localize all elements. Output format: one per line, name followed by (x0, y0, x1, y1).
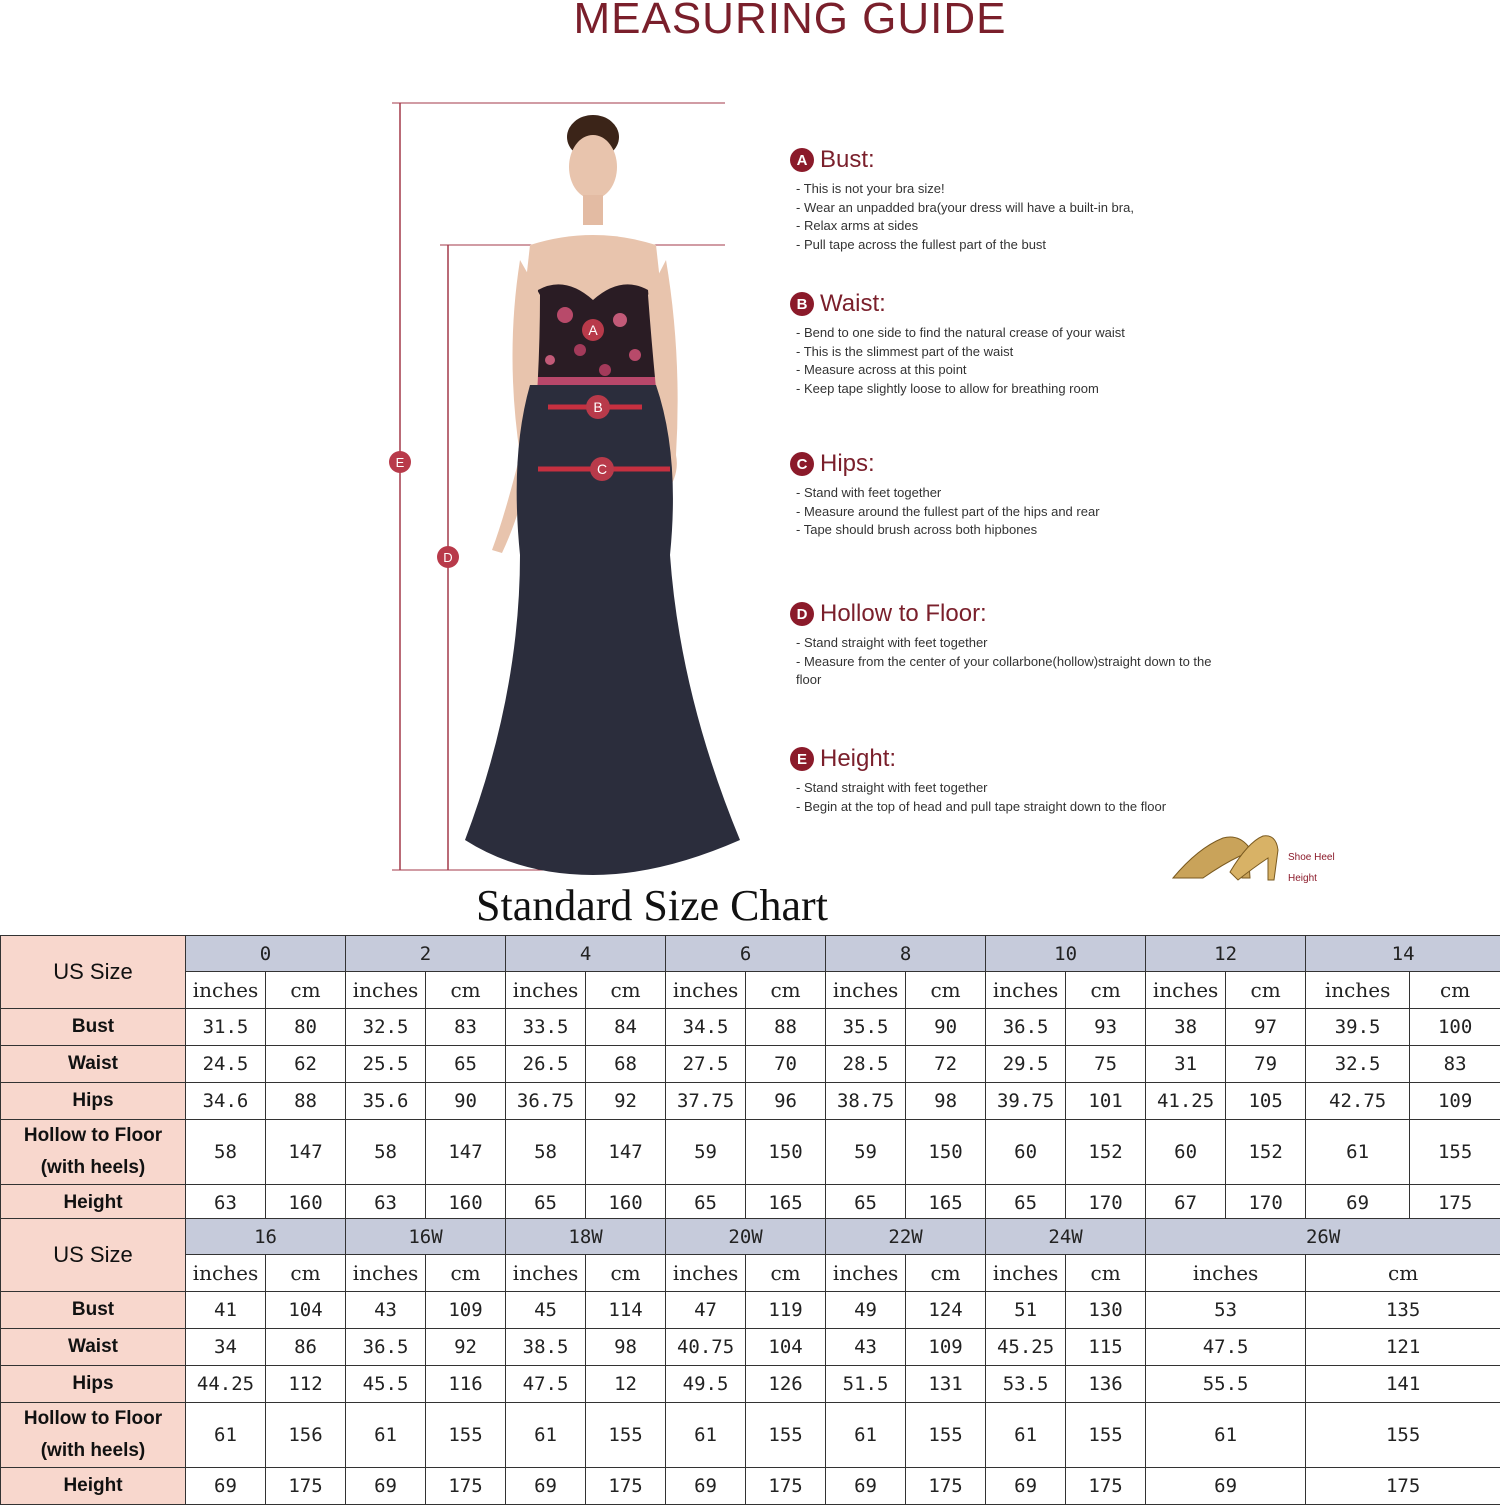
unit-inches: inches (186, 972, 266, 1009)
unit-cm: cm (1306, 1255, 1500, 1292)
height-in-cell: 63 (346, 1185, 426, 1222)
hips-cm-cell: 101 (1066, 1083, 1146, 1120)
bust-in-cell: 43 (346, 1292, 426, 1329)
size-chart-table-1 (0, 935, 1500, 1222)
height-in-cell: 65 (666, 1185, 746, 1222)
height-tip: - Begin at the top of head and pull tape straight down to the floor (796, 798, 1230, 817)
hollow-badge: D (790, 602, 814, 626)
waist-cm-cell: 65 (426, 1046, 506, 1083)
unit-cm: cm (266, 1255, 346, 1292)
shoe-label-line-2: Height (1288, 873, 1317, 884)
unit-cm: cm (266, 972, 346, 1009)
waist-in-cell: 24.5 (186, 1046, 266, 1083)
hips-in-cell: 38.75 (826, 1083, 906, 1120)
waist-cm-cell: 121 (1306, 1329, 1500, 1366)
hips-tip: - Measure around the fullest part of the hips and rear (796, 503, 1100, 522)
height-tip: - Stand straight with feet together (796, 779, 1230, 798)
waist-cm-cell: 104 (746, 1329, 826, 1366)
unit-inches: inches (826, 1255, 906, 1292)
height-cm-cell: 165 (746, 1185, 826, 1222)
waist-tip: - Bend to one side to find the natural crease of your waist (796, 324, 1125, 343)
hollow-in-cell: 60 (1146, 1120, 1226, 1185)
bust-tip: - Relax arms at sides (796, 217, 1134, 236)
hollow-label (1, 1403, 186, 1468)
height-in-cell: 65 (986, 1185, 1066, 1222)
hollow-title: Hollow to Floor: (820, 600, 987, 627)
hollow-cm-cell: 147 (426, 1120, 506, 1185)
hollow-label-line-1: Hollow to Floor (23, 1408, 163, 1429)
height-cm-cell: 160 (266, 1185, 346, 1222)
svg-text:E: E (395, 455, 405, 470)
bust-in-cell: 33.5 (506, 1009, 586, 1046)
waist-cm-cell: 86 (266, 1329, 346, 1366)
hips-in-cell: 51.5 (826, 1366, 906, 1403)
page-title: MEASURING GUIDE (573, 0, 1007, 43)
size-header: 4 (506, 936, 666, 972)
height-cm-cell: 160 (586, 1185, 666, 1222)
bust-tip: - This is not your bra size! (796, 180, 1134, 199)
hollow-in-cell: 61 (506, 1403, 586, 1468)
size-header: 14 (1306, 936, 1500, 972)
marker-e (389, 451, 411, 473)
hips-in-cell: 37.75 (666, 1083, 746, 1120)
bust-in-cell: 47 (666, 1292, 746, 1329)
hollow-cm-cell: 155 (586, 1403, 666, 1468)
waistband (530, 377, 656, 385)
unit-inches: inches (826, 972, 906, 1009)
hollow-cm-cell: 155 (906, 1403, 986, 1468)
bust-tip: - Wear an unpadded bra(your dress will have a built-in bra, (796, 199, 1134, 218)
height-in-cell: 69 (346, 1468, 426, 1505)
waist-section (790, 290, 1125, 398)
hollow-cm-cell: 155 (1410, 1120, 1500, 1185)
bust-section (790, 146, 1134, 254)
hollow-cm-cell: 150 (906, 1120, 986, 1185)
height-cm-cell: 175 (1410, 1185, 1500, 1222)
waist-in-cell: 47.5 (1146, 1329, 1306, 1366)
hips-cm-cell: 136 (1066, 1366, 1146, 1403)
waist-tip: - Measure across at this point (796, 361, 1125, 380)
unit-inches: inches (506, 972, 586, 1009)
marker-d (437, 546, 459, 568)
hollow-cm-cell: 147 (586, 1120, 666, 1185)
bust-in-cell: 51 (986, 1292, 1066, 1329)
bust-label: Bust (1, 1009, 186, 1046)
waist-cm-cell: 109 (906, 1329, 986, 1366)
waist-label: Waist (1, 1329, 186, 1366)
hollow-label (1, 1120, 186, 1185)
hips-cm-cell: 131 (906, 1366, 986, 1403)
unit-inches: inches (986, 972, 1066, 1009)
height-title: Height: (820, 745, 897, 772)
bust-cm-cell: 90 (906, 1009, 986, 1046)
hollow-in-cell: 61 (986, 1403, 1066, 1468)
shoe-heel-label (1288, 847, 1335, 889)
hips-cm-cell: 12 (586, 1366, 666, 1403)
hips-in-cell: 39.75 (986, 1083, 1066, 1120)
hollow-cm-cell: 155 (746, 1403, 826, 1468)
bust-label: Bust (1, 1292, 186, 1329)
unit-cm: cm (1410, 972, 1500, 1009)
hollow-label-line-2: (with heels) (40, 1157, 146, 1178)
hips-title: Hips: (820, 450, 875, 477)
unit-inches: inches (1306, 972, 1410, 1009)
bust-in-cell: 32.5 (346, 1009, 426, 1046)
waist-in-cell: 45.25 (986, 1329, 1066, 1366)
bust-in-cell: 53 (1146, 1292, 1306, 1329)
hollow-cm-cell: 152 (1066, 1120, 1146, 1185)
hips-cm-cell: 96 (746, 1083, 826, 1120)
bust-cm-cell: 84 (586, 1009, 666, 1046)
bust-cm-cell: 135 (1306, 1292, 1500, 1329)
us-size-label: US Size (1, 1219, 186, 1292)
waist-in-cell: 40.75 (666, 1329, 746, 1366)
marker-c (590, 457, 614, 481)
height-in-cell: 69 (826, 1468, 906, 1505)
hollow-cm-cell: 156 (266, 1403, 346, 1468)
svg-text:C: C (596, 461, 608, 477)
size-header: 2 (346, 936, 506, 972)
bust-cm-cell: 119 (746, 1292, 826, 1329)
height-cm-cell: 170 (1066, 1185, 1146, 1222)
hips-in-cell: 34.6 (186, 1083, 266, 1120)
hollow-cm-cell: 147 (266, 1120, 346, 1185)
bust-badge: A (790, 148, 814, 172)
waist-in-cell: 32.5 (1306, 1046, 1410, 1083)
height-section (790, 745, 1230, 816)
hollow-section (790, 600, 1230, 690)
neck (583, 195, 603, 225)
hollow-in-cell: 59 (826, 1120, 906, 1185)
waist-badge: B (790, 292, 814, 316)
hips-cm-cell: 92 (586, 1083, 666, 1120)
height-in-cell: 65 (506, 1185, 586, 1222)
waist-in-cell: 36.5 (346, 1329, 426, 1366)
unit-inches: inches (1146, 1255, 1306, 1292)
bust-in-cell: 49 (826, 1292, 906, 1329)
waist-in-cell: 25.5 (346, 1046, 426, 1083)
hips-cm-cell: 141 (1306, 1366, 1500, 1403)
height-badge: E (790, 747, 814, 771)
hips-cm-cell: 105 (1226, 1083, 1306, 1120)
unit-cm: cm (426, 972, 506, 1009)
height-cm-cell: 175 (906, 1468, 986, 1505)
size-header: 8 (826, 936, 986, 972)
size-header: 10 (986, 936, 1146, 972)
unit-cm: cm (746, 972, 826, 1009)
size-header: 12 (1146, 936, 1306, 972)
waist-in-cell: 29.5 (986, 1046, 1066, 1083)
height-label: Height (1, 1185, 186, 1222)
chart-title: Standard Size Chart (476, 881, 828, 930)
hollow-in-cell: 61 (826, 1403, 906, 1468)
unit-inches: inches (346, 1255, 426, 1292)
size-header: 20W (666, 1219, 826, 1255)
hollow-cm-cell: 152 (1226, 1120, 1306, 1185)
bust-cm-cell: 83 (426, 1009, 506, 1046)
hips-in-cell: 49.5 (666, 1366, 746, 1403)
hips-badge: C (790, 452, 814, 476)
size-header: 0 (186, 936, 346, 972)
hollow-tip: - Stand straight with feet together (796, 634, 1230, 653)
unit-inches: inches (346, 972, 426, 1009)
waist-cm-cell: 92 (426, 1329, 506, 1366)
waist-cm-cell: 75 (1066, 1046, 1146, 1083)
waist-title: Waist: (820, 290, 886, 317)
height-in-cell: 67 (1146, 1185, 1226, 1222)
waist-in-cell: 28.5 (826, 1046, 906, 1083)
waist-in-cell: 34 (186, 1329, 266, 1366)
height-cm-cell: 175 (1306, 1468, 1500, 1505)
waist-tip: - This is the slimmest part of the waist (796, 343, 1125, 362)
height-cm-cell: 175 (1066, 1468, 1146, 1505)
hips-in-cell: 53.5 (986, 1366, 1066, 1403)
hips-in-cell: 47.5 (506, 1366, 586, 1403)
hips-cm-cell: 116 (426, 1366, 506, 1403)
unit-cm: cm (1066, 1255, 1146, 1292)
bust-in-cell: 36.5 (986, 1009, 1066, 1046)
hips-in-cell: 42.75 (1306, 1083, 1410, 1120)
height-in-cell: 69 (986, 1468, 1066, 1505)
waist-in-cell: 26.5 (506, 1046, 586, 1083)
face (569, 135, 617, 199)
height-cm-cell: 175 (266, 1468, 346, 1505)
hollow-in-cell: 59 (666, 1120, 746, 1185)
height-cm-cell: 175 (426, 1468, 506, 1505)
size-header: 6 (666, 936, 826, 972)
hollow-in-cell: 58 (186, 1120, 266, 1185)
hollow-cm-cell: 155 (1306, 1403, 1500, 1468)
height-cm-cell: 160 (426, 1185, 506, 1222)
waist-cm-cell: 115 (1066, 1329, 1146, 1366)
bust-cm-cell: 130 (1066, 1292, 1146, 1329)
unit-inches: inches (186, 1255, 266, 1292)
bust-cm-cell: 88 (746, 1009, 826, 1046)
unit-cm: cm (586, 972, 666, 1009)
size-header: 22W (826, 1219, 986, 1255)
svg-text:D: D (443, 550, 453, 565)
bust-in-cell: 41 (186, 1292, 266, 1329)
hips-cm-cell: 112 (266, 1366, 346, 1403)
bust-cm-cell: 109 (426, 1292, 506, 1329)
unit-cm: cm (1226, 972, 1306, 1009)
height-in-cell: 65 (826, 1185, 906, 1222)
hips-label: Hips (1, 1366, 186, 1403)
hips-cm-cell: 126 (746, 1366, 826, 1403)
waist-in-cell: 31 (1146, 1046, 1226, 1083)
size-header: 16W (346, 1219, 506, 1255)
hollow-tip: - Measure from the center of your collarbone(hollow)straight down to the floor (796, 653, 1230, 690)
bust-in-cell: 31.5 (186, 1009, 266, 1046)
height-in-cell: 69 (506, 1468, 586, 1505)
svg-text:B: B (593, 399, 603, 415)
waist-in-cell: 38.5 (506, 1329, 586, 1366)
height-in-cell: 69 (666, 1468, 746, 1505)
bust-in-cell: 35.5 (826, 1009, 906, 1046)
unit-inches: inches (1146, 972, 1226, 1009)
hips-in-cell: 36.75 (506, 1083, 586, 1120)
waist-cm-cell: 70 (746, 1046, 826, 1083)
hips-tip: - Tape should brush across both hipbones (796, 521, 1100, 540)
height-in-cell: 63 (186, 1185, 266, 1222)
unit-inches: inches (666, 972, 746, 1009)
hollow-in-cell: 61 (346, 1403, 426, 1468)
model-figure-illustration (380, 95, 760, 885)
hips-in-cell: 41.25 (1146, 1083, 1226, 1120)
unit-cm: cm (586, 1255, 666, 1292)
waist-in-cell: 27.5 (666, 1046, 746, 1083)
hips-in-cell: 45.5 (346, 1366, 426, 1403)
hips-cm-cell: 90 (426, 1083, 506, 1120)
hollow-cm-cell: 155 (1066, 1403, 1146, 1468)
height-in-cell: 69 (1146, 1468, 1306, 1505)
unit-cm: cm (746, 1255, 826, 1292)
unit-inches: inches (666, 1255, 746, 1292)
hollow-cm-cell: 155 (426, 1403, 506, 1468)
hollow-in-cell: 61 (666, 1403, 746, 1468)
bust-cm-cell: 124 (906, 1292, 986, 1329)
hips-label: Hips (1, 1083, 186, 1120)
marker-a (582, 319, 604, 341)
height-cm-cell: 175 (586, 1468, 666, 1505)
hollow-label-line-1: Hollow to Floor (23, 1125, 163, 1146)
hips-in-cell: 35.6 (346, 1083, 426, 1120)
bust-cm-cell: 93 (1066, 1009, 1146, 1046)
bust-title: Bust: (820, 146, 875, 173)
size-header: 18W (506, 1219, 666, 1255)
hollow-in-cell: 58 (506, 1120, 586, 1185)
marker-b (586, 395, 610, 419)
waist-cm-cell: 98 (586, 1329, 666, 1366)
unit-inches: inches (506, 1255, 586, 1292)
bust-cm-cell: 114 (586, 1292, 666, 1329)
hips-cm-cell: 98 (906, 1083, 986, 1120)
waist-cm-cell: 68 (586, 1046, 666, 1083)
hips-section (790, 450, 1100, 540)
unit-inches: inches (986, 1255, 1066, 1292)
bust-cm-cell: 104 (266, 1292, 346, 1329)
height-label: Height (1, 1468, 186, 1505)
waist-cm-cell: 62 (266, 1046, 346, 1083)
shoe-label-line-1: Shoe Heel (1288, 852, 1335, 863)
hips-in-cell: 44.25 (186, 1366, 266, 1403)
waist-label: Waist (1, 1046, 186, 1083)
bust-in-cell: 34.5 (666, 1009, 746, 1046)
size-header: 24W (986, 1219, 1146, 1255)
hollow-in-cell: 58 (346, 1120, 426, 1185)
hips-tip: - Stand with feet together (796, 484, 1100, 503)
size-header: 16 (186, 1219, 346, 1255)
hollow-in-cell: 61 (186, 1403, 266, 1468)
waist-cm-cell: 79 (1226, 1046, 1306, 1083)
hollow-cm-cell: 150 (746, 1120, 826, 1185)
unit-cm: cm (1066, 972, 1146, 1009)
hips-cm-cell: 88 (266, 1083, 346, 1120)
hips-cm-cell: 109 (1410, 1083, 1500, 1120)
hollow-in-cell: 60 (986, 1120, 1066, 1185)
bust-in-cell: 45 (506, 1292, 586, 1329)
hollow-in-cell: 61 (1306, 1120, 1410, 1185)
bust-in-cell: 38 (1146, 1009, 1226, 1046)
waist-cm-cell: 72 (906, 1046, 986, 1083)
waist-tip: - Keep tape slightly loose to allow for breathing room (796, 380, 1125, 399)
svg-text:A: A (588, 322, 598, 338)
us-size-label: US Size (1, 936, 186, 1009)
height-cm-cell: 170 (1226, 1185, 1306, 1222)
hollow-label-line-2: (with heels) (40, 1440, 146, 1461)
bust-cm-cell: 100 (1410, 1009, 1500, 1046)
waist-in-cell: 43 (826, 1329, 906, 1366)
waist-cm-cell: 83 (1410, 1046, 1500, 1083)
bust-cm-cell: 80 (266, 1009, 346, 1046)
size-header: 26W (1146, 1219, 1500, 1255)
unit-cm: cm (906, 1255, 986, 1292)
hips-in-cell: 55.5 (1146, 1366, 1306, 1403)
height-cm-cell: 165 (906, 1185, 986, 1222)
height-in-cell: 69 (186, 1468, 266, 1505)
height-cm-cell: 175 (746, 1468, 826, 1505)
bust-in-cell: 39.5 (1306, 1009, 1410, 1046)
hollow-in-cell: 61 (1146, 1403, 1306, 1468)
height-in-cell: 69 (1306, 1185, 1410, 1222)
bust-cm-cell: 97 (1226, 1009, 1306, 1046)
size-chart-table-2 (0, 1218, 1500, 1505)
unit-cm: cm (426, 1255, 506, 1292)
bust-tip: - Pull tape across the fullest part of the bust (796, 236, 1134, 255)
unit-cm: cm (906, 972, 986, 1009)
